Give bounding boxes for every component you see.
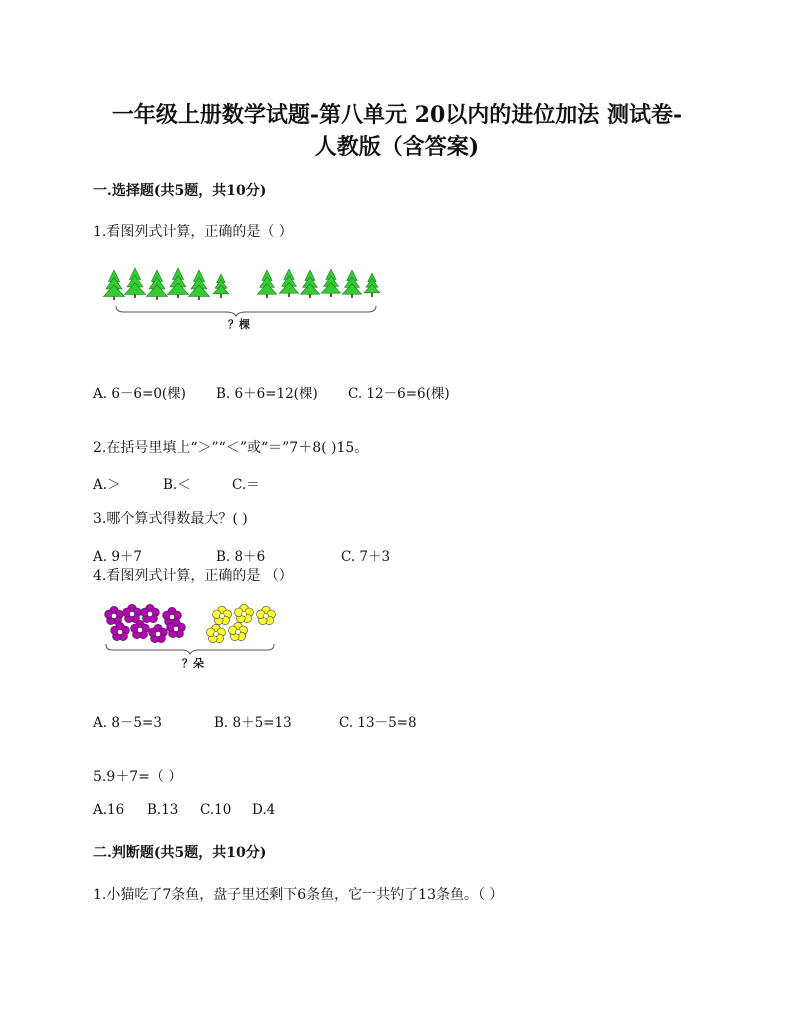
q5-option-c: C.10 <box>200 802 232 818</box>
yellow-flower-icon <box>257 606 276 624</box>
q1-option-b: B. 6＋6=12(棵) <box>216 386 318 402</box>
judgment-question-1-text: 1.小猫吃了7条鱼，盘子里还剩下6条鱼，它一共钓了13条鱼。（ ） <box>93 887 504 903</box>
purple-flower-icon <box>141 604 160 622</box>
doc-title-line1: 一年级上册数学试题-第八单元 20以内的进位加法 测试卷- <box>111 102 683 128</box>
q4-option-c: C. 13－5=8 <box>339 715 417 731</box>
tree-icon <box>146 270 167 300</box>
section-heading-choice: 一.选择题(共5题，共10分) <box>93 183 267 199</box>
tree-icon <box>124 268 145 298</box>
yellow-flower-icon <box>235 604 254 622</box>
q2-option-c: C.＝ <box>232 477 260 493</box>
question-5-text: 5.9＋7=（ ） <box>93 769 183 785</box>
tree-icon <box>300 270 319 298</box>
purple-flower-icon <box>105 606 124 624</box>
q5-option-d: D.4 <box>252 802 276 818</box>
question-2-text: 2.在括号里填上“＞”“＜”或“＝”7＋8( )15。 <box>93 440 369 456</box>
purple-flower-icon <box>131 620 150 638</box>
tree-icon <box>342 270 361 298</box>
tree-icon <box>167 268 188 298</box>
question-1-text: 1.看图列式计算，正确的是（ ） <box>93 224 293 240</box>
tree-icon <box>279 269 298 297</box>
brace-icon <box>106 644 274 654</box>
yellow-flower-icon <box>213 606 232 624</box>
purple-flower-icon <box>111 622 130 640</box>
q5-option-b: B.13 <box>147 802 179 818</box>
q2-option-b: B.＜ <box>163 477 191 493</box>
tree-icon <box>364 273 380 297</box>
flowers-figure-label: ？朵 <box>182 657 204 670</box>
yellow-flower-icon <box>207 624 226 642</box>
yellow-flower-icon <box>229 622 248 640</box>
doc-title-line2: 人教版（含答案) <box>314 134 480 160</box>
question-3-text: 3.哪个算式得数最大？( ) <box>93 511 248 527</box>
tree-icon <box>257 270 276 298</box>
q3-option-b: B. 8＋6 <box>216 549 266 565</box>
q4-option-b: B. 8＋5=13 <box>214 715 292 731</box>
q4-option-a: A. 8－5=3 <box>93 715 162 731</box>
tree-icon <box>188 270 209 300</box>
q5-option-a: A.16 <box>93 802 125 818</box>
q3-option-c: C. 7＋3 <box>341 549 391 565</box>
q3-option-a: A. 9＋7 <box>93 549 143 565</box>
q2-option-a: A.＞ <box>93 477 121 493</box>
purple-flower-icon <box>149 624 168 642</box>
q1-option-a: A. 6－6=0(棵) <box>93 386 186 402</box>
tree-icon <box>213 274 229 298</box>
purple-flower-icon <box>123 604 142 622</box>
brace-icon <box>116 306 376 316</box>
question-4-text: 4.看图列式计算，正确的是 （） <box>93 568 293 584</box>
tree-icon <box>321 269 340 297</box>
section-heading-judgment: 二.判断题(共5题，共10分) <box>93 845 267 861</box>
tree-icon <box>103 270 124 300</box>
q1-option-c: C. 12－6=6(棵) <box>348 386 450 402</box>
trees-figure-label: ？棵 <box>228 318 250 331</box>
